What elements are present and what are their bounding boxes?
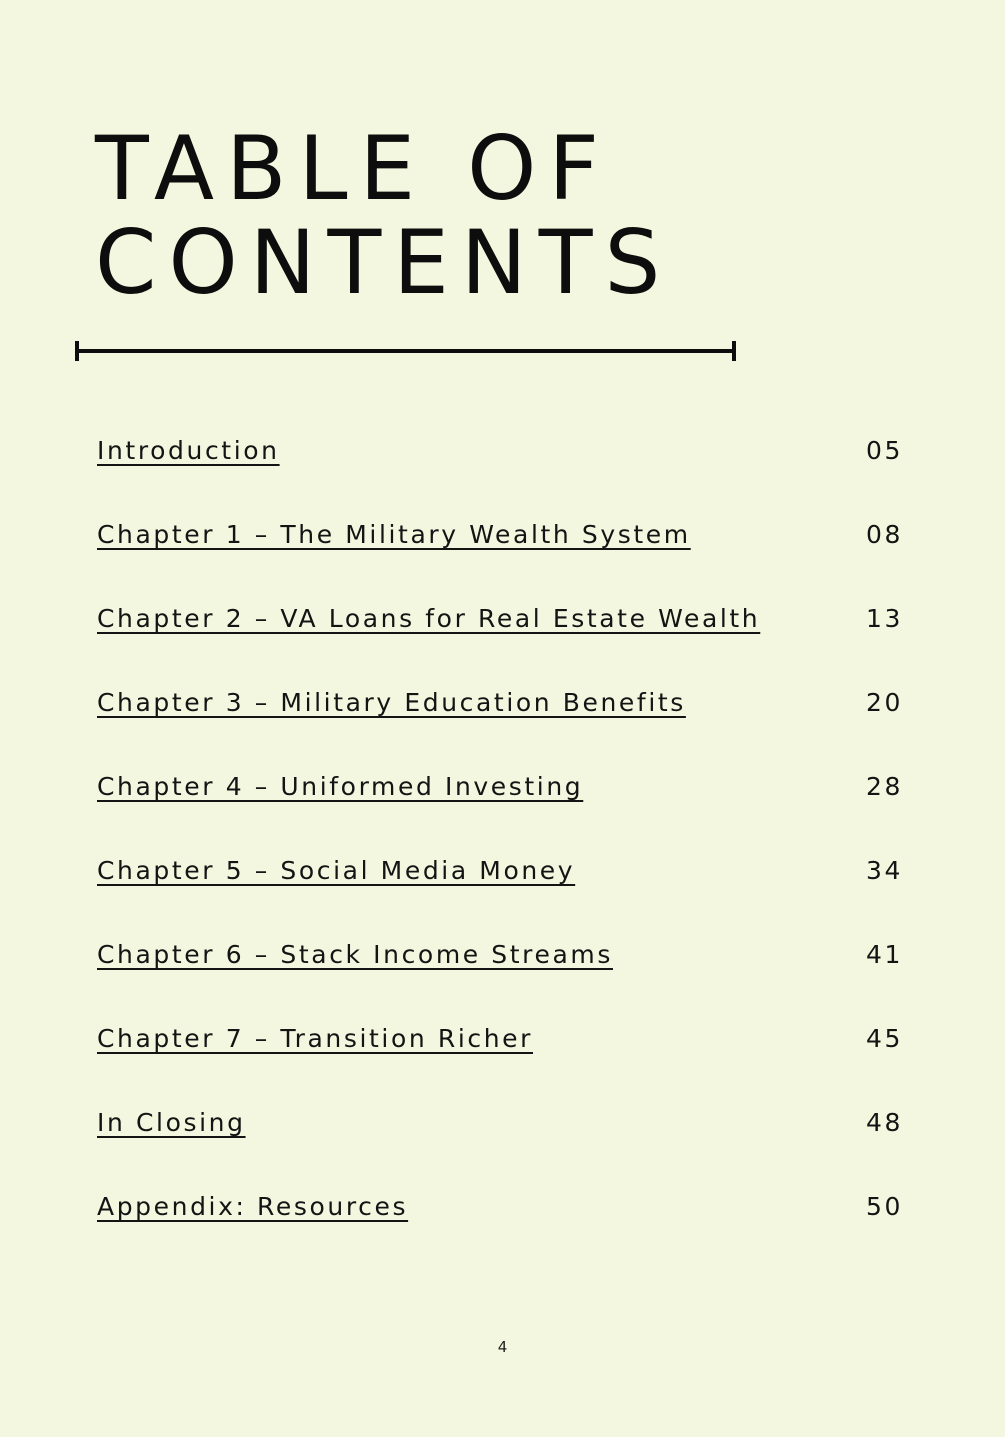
toc-entry-introduction [97,433,903,517]
toc-entry-appendix [97,1189,903,1273]
toc-entry-in-closing [97,1105,903,1189]
toc-page-number: 45 [865,1024,903,1053]
toc-link-chapter-5[interactable]: Chapter 5 – Social Media Money [97,856,576,885]
toc-entry-chapter-4 [97,769,903,853]
toc-link-chapter-7[interactable]: Chapter 7 – Transition Richer [97,1024,534,1053]
toc-page-number: 05 [865,436,903,465]
toc-page-number: 13 [865,604,903,633]
toc-page-number: 48 [865,1108,903,1137]
table-of-contents [97,433,903,1273]
toc-link-chapter-3[interactable]: Chapter 3 – Military Education Benefits [97,688,686,717]
toc-page-number: 34 [865,856,903,885]
toc-page-number: 28 [865,772,903,801]
toc-entry-chapter-1 [97,517,903,601]
page-title-line-2: CONTENTS [95,211,673,314]
toc-link-chapter-4[interactable]: Chapter 4 – Uniformed Investing [97,772,584,801]
page-title-line-1: TABLE OF [95,117,611,220]
toc-link-appendix[interactable]: Appendix: Resources [97,1192,409,1221]
toc-page-number: 50 [865,1192,903,1221]
title-divider-bar [75,349,736,353]
toc-entry-chapter-5 [97,853,903,937]
toc-entry-chapter-7 [97,1021,903,1105]
page-title [95,117,673,314]
toc-link-chapter-6[interactable]: Chapter 6 – Stack Income Streams [97,940,613,969]
toc-page-number: 20 [865,688,903,717]
toc-page-number: 08 [865,520,903,549]
toc-link-chapter-2[interactable]: Chapter 2 – VA Loans for Real Estate Wealth [97,604,761,633]
toc-link-chapter-1[interactable]: Chapter 1 – The Military Wealth System [97,520,691,549]
footer-page-number: 4 [497,1338,508,1356]
toc-link-in-closing[interactable]: In Closing [97,1108,246,1137]
toc-entry-chapter-3 [97,685,903,769]
toc-entry-chapter-2 [97,601,903,685]
toc-link-introduction[interactable]: Introduction [97,436,280,465]
toc-entry-chapter-6 [97,937,903,1021]
title-divider [75,340,736,362]
title-divider-right-cap [732,341,736,361]
toc-page-number: 41 [865,940,903,969]
